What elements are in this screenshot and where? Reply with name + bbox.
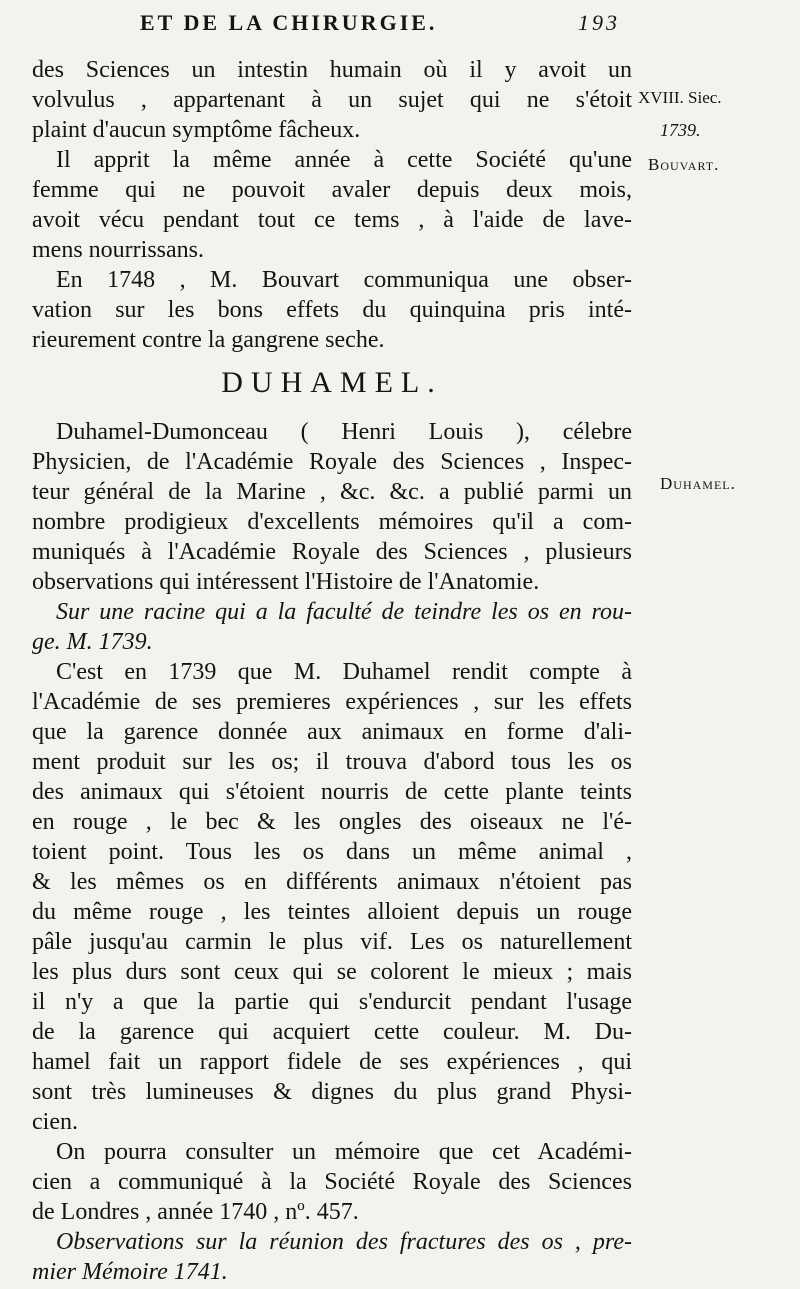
- margin-note-year: 1739.: [660, 120, 701, 140]
- running-head-title: ET DE LA CHIRURGIE.: [140, 10, 438, 35]
- paragraph-duhamel-intro: [32, 417, 632, 597]
- text-line: des animaux qui s'étoient nourris de cette plante teints: [32, 779, 632, 805]
- text-line: avoit vécu pendant tout ce tems , à l'aide de lave-: [32, 207, 632, 233]
- margin-note-century: XVIII. Siec.: [638, 88, 722, 107]
- text-line: ment produit sur les os; il trouva d'abord tous les os: [32, 749, 632, 775]
- text-line: volvulus , appartenant à un sujet qui ne s'étoit: [32, 87, 632, 113]
- text-line: En 1748 , M. Bouvart communiqua une obser-: [56, 267, 632, 293]
- text-line: muniqués à l'Académie Royale des Sciences , plusieurs: [32, 539, 632, 565]
- text-line: rieurement contre la gangrene seche.: [32, 327, 385, 353]
- paragraph-londres: [32, 1137, 632, 1227]
- text-line: Il apprit la même année à cette Société qu'une: [56, 147, 632, 173]
- margin-note-bouvart: Bouvart.: [648, 155, 720, 174]
- paragraph-intestin: [32, 55, 632, 145]
- text-line: il n'y a que la partie qui s'endurcit pendant l'usage: [32, 989, 632, 1015]
- text-line: cien.: [32, 1109, 78, 1135]
- text-line: vation sur les bons effets du quinquina pris inté-: [32, 297, 632, 323]
- text-line: & les mêmes os en différents animaux n'étoient pas: [32, 869, 632, 895]
- subheading-racine: [32, 597, 632, 657]
- text-line: C'est en 1739 que M. Duhamel rendit compte à: [56, 659, 632, 685]
- text-line: que la garence donnée aux animaux en forme d'ali-: [32, 719, 632, 745]
- text-line: toient point. Tous les os dans un même animal ,: [32, 839, 632, 865]
- text-line: plaint d'aucun symptôme fâcheux.: [32, 117, 361, 143]
- text-line: observations qui intéressent l'Histoire de l'Anatomie.: [32, 569, 540, 595]
- running-head: [140, 10, 620, 42]
- text-line: Sur une racine qui a la faculté de teindre les os en rou-: [56, 599, 632, 625]
- text-line: les plus durs sont ceux qui se colorent le mieux ; mais: [32, 959, 632, 985]
- subheading-fractures: [32, 1227, 632, 1287]
- text-line: mier Mémoire 1741.: [32, 1259, 228, 1285]
- text-line: en rouge , le bec & les ongles des oiseaux ne l'é-: [32, 809, 632, 835]
- text-line: pâle jusqu'au carmin le plus vif. Les os naturellement: [32, 929, 632, 955]
- paragraph-garence: [32, 657, 632, 1137]
- text-line: l'Académie de ses premieres expériences , sur les effets: [32, 689, 632, 715]
- text-line: Physicien, de l'Académie Royale des Sciences , Inspec-: [32, 449, 632, 475]
- text-line: mens nourrissans.: [32, 237, 204, 263]
- section-heading: DUHAMEL.: [221, 366, 443, 399]
- text-line: de Londres , année 1740 , nº. 457.: [32, 1199, 359, 1225]
- text-line: Observations sur la réunion des fractures des os , pre-: [56, 1229, 632, 1255]
- text-line: sont très lumineuses & dignes du plus grand Physi-: [32, 1079, 632, 1105]
- text-line: cien a communiqué à la Société Royale des Sciences: [32, 1169, 632, 1195]
- text-line: ge. M. 1739.: [32, 629, 153, 655]
- paragraph-bouvart: [32, 265, 632, 355]
- text-line: On pourra consulter un mémoire que cet Académi-: [56, 1139, 632, 1165]
- paragraph-lavemens: [32, 145, 632, 265]
- text-line: nombre prodigieux d'excellents mémoires qu'il a com-: [32, 509, 632, 535]
- body-text: [32, 55, 632, 1287]
- text-line: teur général de la Marine , &c. &c. a publié parmi un: [32, 479, 632, 505]
- text-line: hamel fait un rapport fidele de ses expériences , qui: [32, 1049, 632, 1075]
- text-line: du même rouge , les teintes alloient depuis un rouge: [32, 899, 632, 925]
- margin-note-duhamel: Duhamel.: [660, 474, 736, 493]
- text-line: Duhamel-Dumonceau ( Henri Louis ), célebre: [56, 419, 632, 445]
- text-line: femme qui ne pouvoit avaler depuis deux mois,: [32, 177, 632, 203]
- page-number: 193: [578, 10, 620, 35]
- text-line: des Sciences un intestin humain où il y avoit un: [32, 57, 632, 83]
- text-line: de la garence qui acquiert cette couleur. M. Du-: [32, 1019, 632, 1045]
